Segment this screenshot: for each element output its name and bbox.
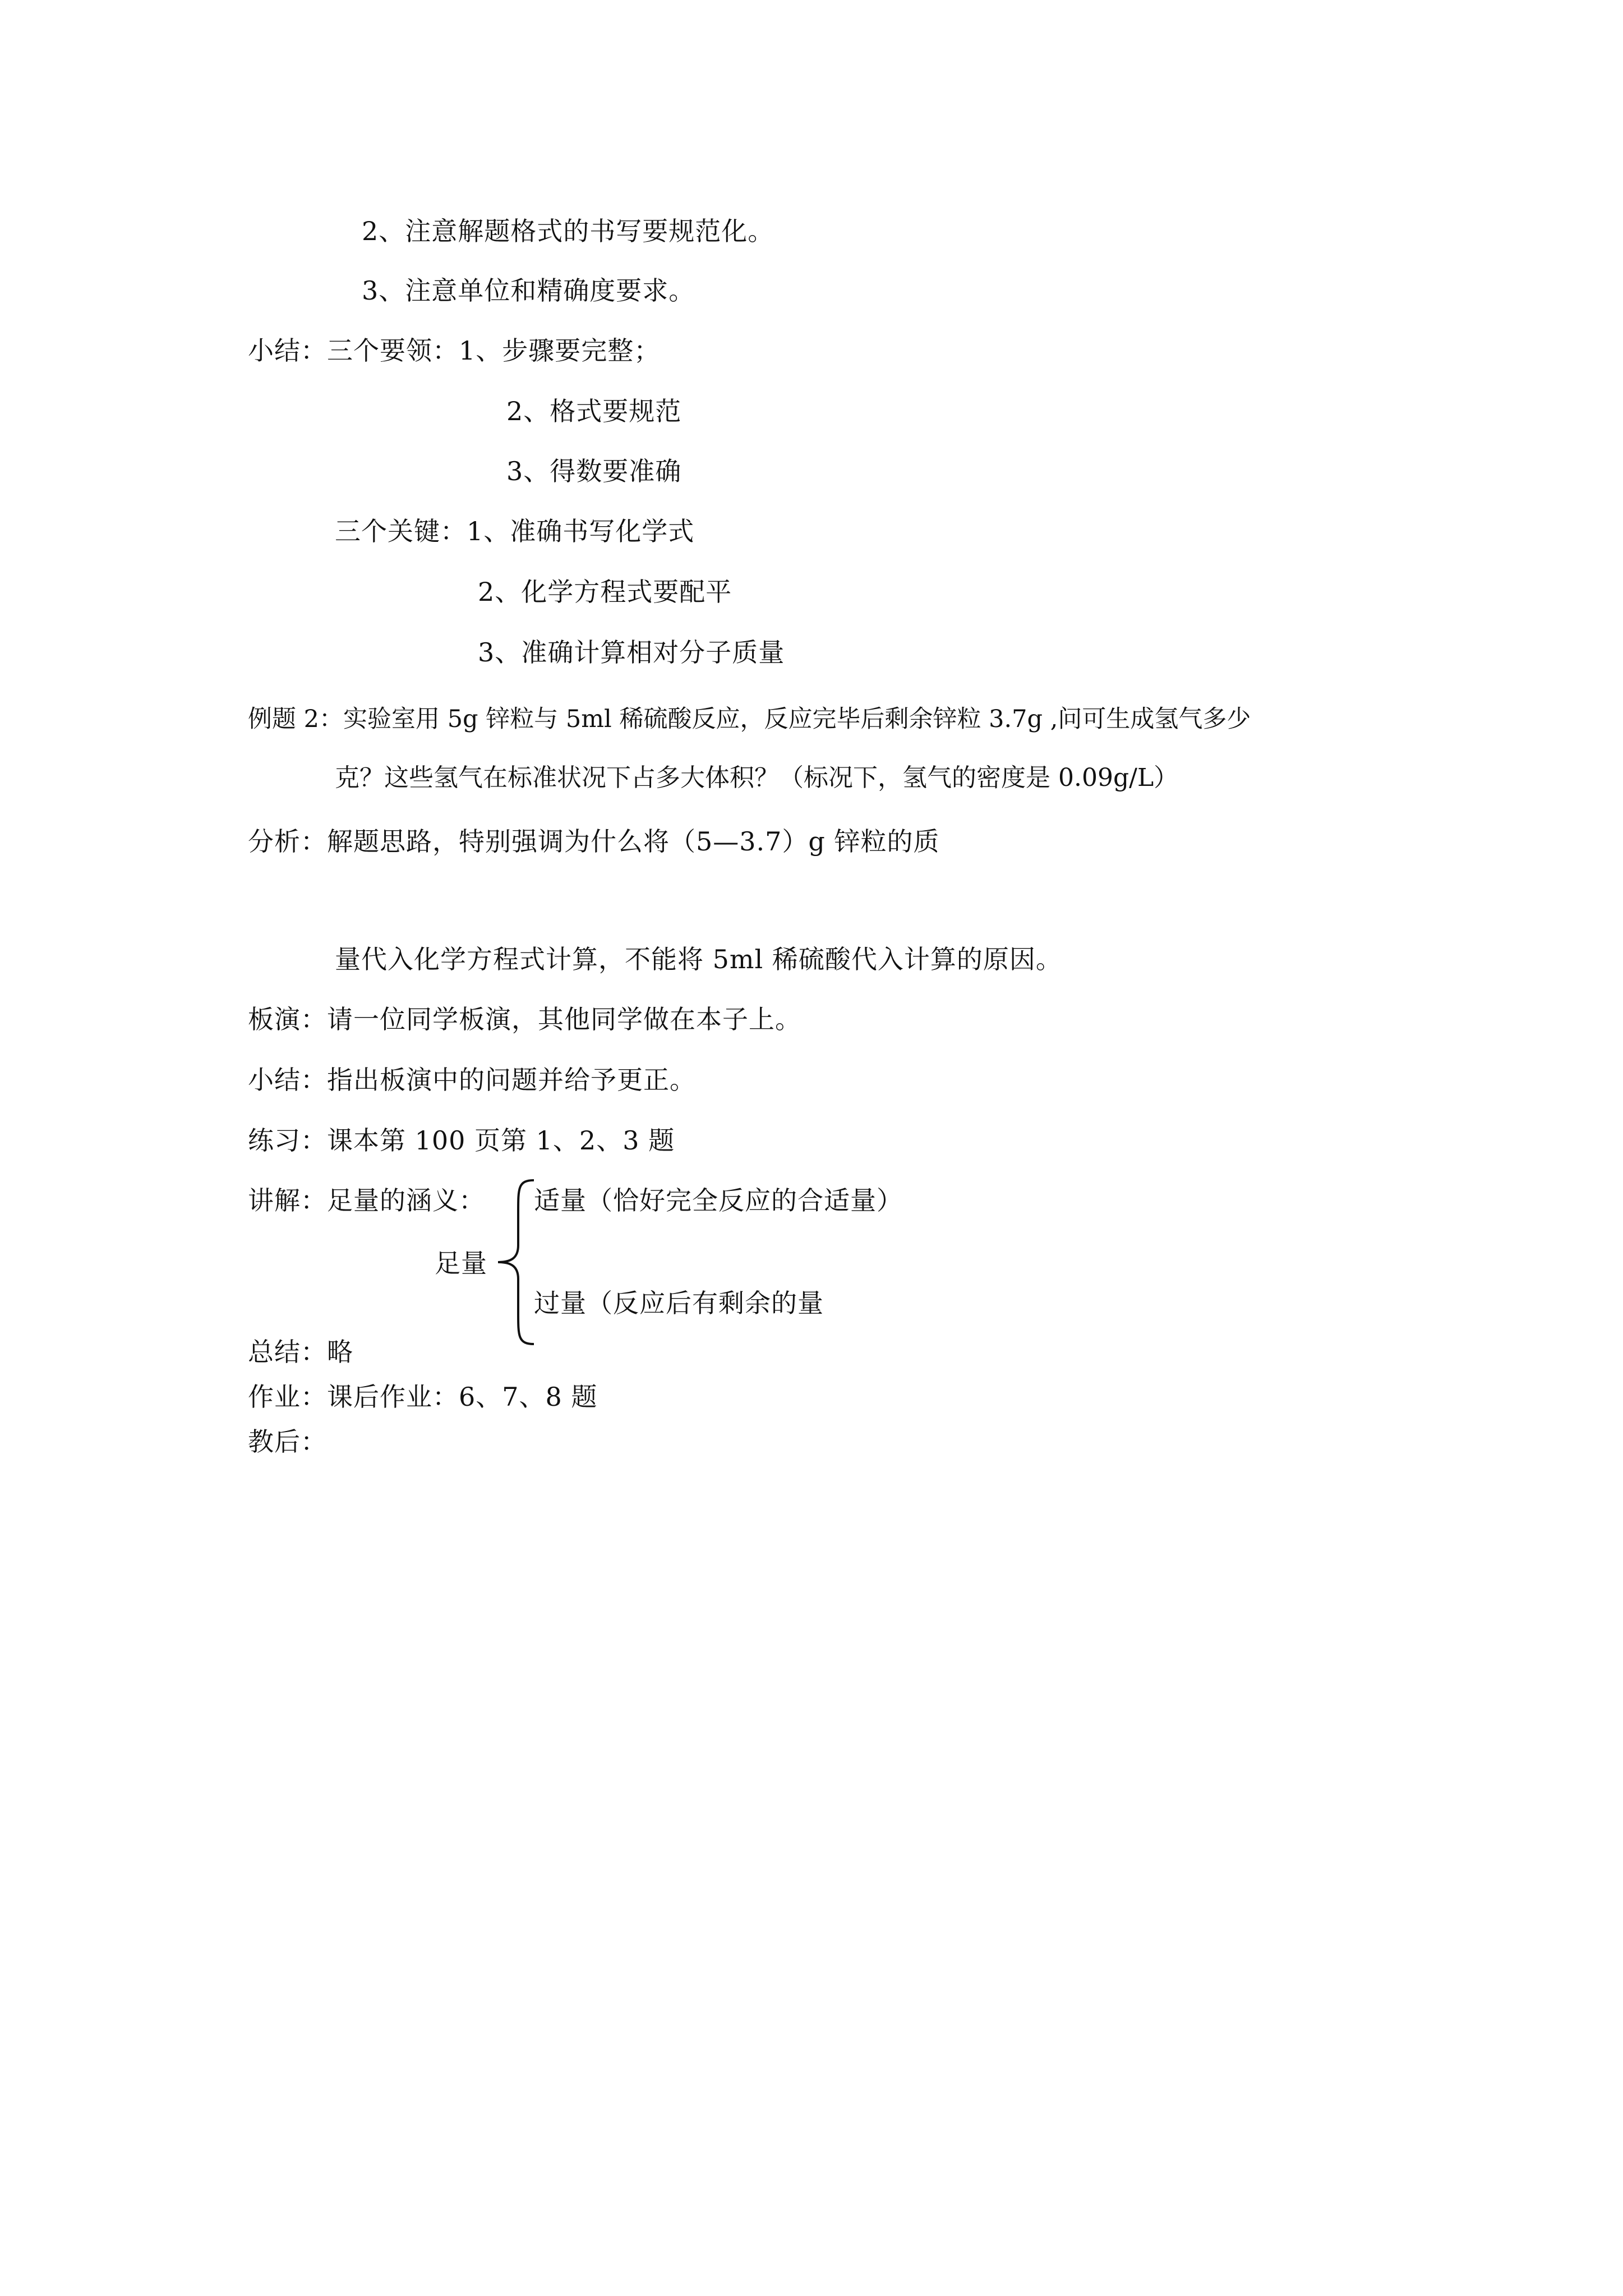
curly-brace-icon bbox=[494, 1178, 538, 1346]
text-line-16: 讲解：足量的涵义： bbox=[248, 1185, 485, 1216]
text-line-1: 2、注意解题格式的书写要规范化。 bbox=[362, 216, 774, 246]
text-line-8: 3、准确计算相对分子质量 bbox=[478, 637, 785, 668]
text-line-12: 量代入化学方程式计算，不能将 5ml 稀硫酸代入计算的原因。 bbox=[335, 944, 1062, 974]
text-line-15: 练习：课本第 100 页第 1、2、3 题 bbox=[248, 1125, 675, 1156]
text-line-10: 克？这些氢气在标准状况下占多大体积？（标况下，氢气的密度是 0.09g/L） bbox=[335, 763, 1179, 792]
text-line-4: 2、格式要规范 bbox=[506, 396, 682, 426]
text-line-18: 足量 bbox=[435, 1248, 487, 1278]
text-line-19: 过量（反应后有剩余的量 bbox=[534, 1288, 824, 1318]
text-line-20: 总结：略 bbox=[248, 1337, 353, 1367]
text-line-11: 分析：解题思路，特别强调为什么将（5—3.7）g 锌粒的质 bbox=[248, 826, 940, 857]
text-line-6: 三个关键：1、准确书写化学式 bbox=[335, 516, 695, 546]
text-line-22: 教后： bbox=[248, 1427, 327, 1457]
text-line-2: 3、注意单位和精确度要求。 bbox=[362, 275, 695, 306]
text-line-7: 2、化学方程式要配平 bbox=[478, 577, 732, 607]
text-line-13: 板演：请一位同学板演，其他同学做在本子上。 bbox=[248, 1004, 801, 1034]
text-line-14: 小结：指出板演中的问题并给予更正。 bbox=[248, 1065, 696, 1095]
text-line-5: 3、得数要准确 bbox=[506, 456, 682, 486]
text-line-9: 例题 2：实验室用 5g 锌粒与 5ml 稀硫酸反应，反应完毕后剩余锌粒 3.7g ,问可生成氢气多少 bbox=[248, 705, 1251, 733]
text-line-21: 作业：课后作业：6、7、8 题 bbox=[248, 1382, 598, 1412]
text-line-17: 适量（恰好完全反应的合适量） bbox=[534, 1185, 903, 1216]
text-line-3: 小结：三个要领：1、步骤要完整； bbox=[248, 335, 661, 366]
